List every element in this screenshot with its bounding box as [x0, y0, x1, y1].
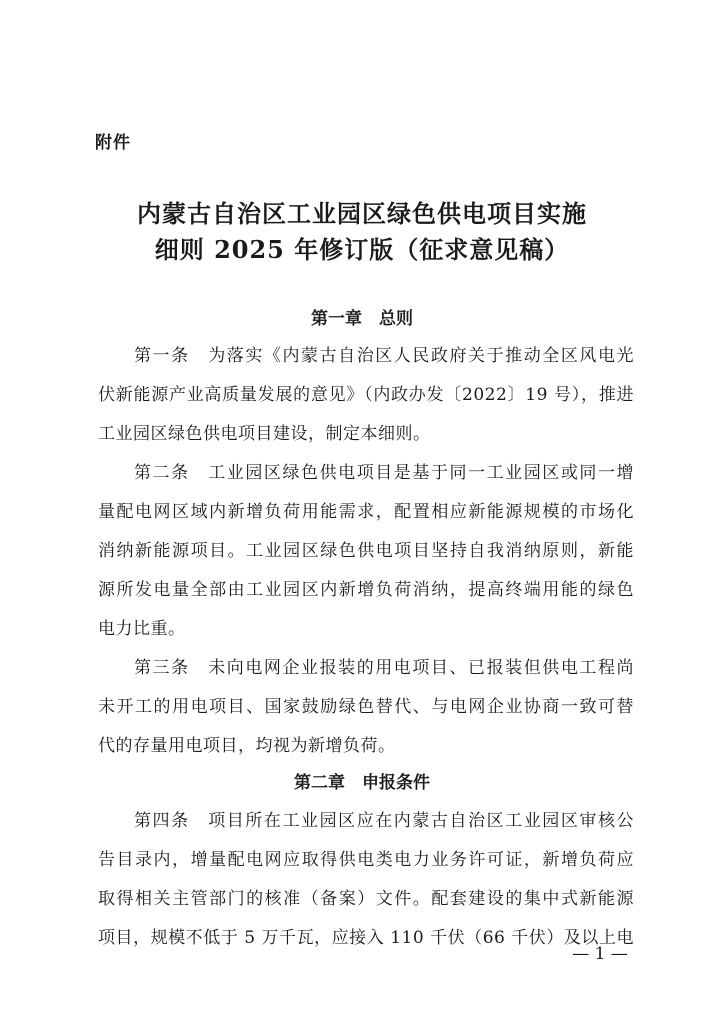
article-1-line-3: 工业园区绿色供电项目建设，制定本细则。: [98, 424, 431, 444]
article-1-line-2: 伏新能源产业高质量发展的意见》（内政办发〔2022〕19 号），推进: [98, 385, 634, 405]
chapter-1-heading: 第一章 总则: [311, 309, 413, 329]
document-title-line-2: 细则 2025 年修订版（征求意见稿）: [154, 235, 570, 264]
article-3-line-3: 代的存量用电项目，均视为新增负荷。: [98, 736, 396, 756]
article-2-line-5: 电力比重。: [98, 619, 186, 639]
document-title-line-1: 内蒙古自治区工业园区绿色供电项目实施: [137, 199, 587, 228]
article-4-line-1: 第四条 项目所在工业园区应在内蒙古自治区工业园区审核公: [134, 811, 634, 831]
attachment-label: 附件: [95, 133, 131, 153]
page-number: — 1 —: [572, 944, 628, 964]
article-4-line-4: 项目，规模不低于 5 万千瓦，应接入 110 千伏（66 千伏）及以上电: [98, 928, 634, 948]
article-4-line-2: 告目录内，增量配电网应取得供电类电力业务许可证，新增负荷应: [98, 850, 634, 870]
chapter-2-heading: 第二章 申报条件: [294, 773, 430, 793]
article-1-line-1: 第一条 为落实《内蒙古自治区人民政府关于推动全区风电光: [134, 346, 634, 366]
article-3-line-1: 第三条 未向电网企业报装的用电项目、已报装但供电工程尚: [134, 658, 634, 678]
article-2-line-3: 消纳新能源项目。工业园区绿色供电项目坚持自我消纳原则，新能: [98, 541, 634, 561]
article-3-line-2: 未开工的用电项目、国家鼓励绿色替代、与电网企业协商一致可替: [98, 697, 634, 717]
article-4-line-3: 取得相关主管部门的核准（备案）文件。配套建设的集中式新能源: [98, 889, 634, 909]
article-2-line-4: 源所发电量全部由工业园区内新增负荷消纳，提高终端用能的绿色: [98, 580, 634, 600]
article-2-line-1: 第二条 工业园区绿色供电项目是基于同一工业园区或同一增: [134, 463, 634, 483]
article-2-line-2: 量配电网区域内新增负荷用能需求，配置相应新能源规模的市场化: [98, 502, 634, 522]
